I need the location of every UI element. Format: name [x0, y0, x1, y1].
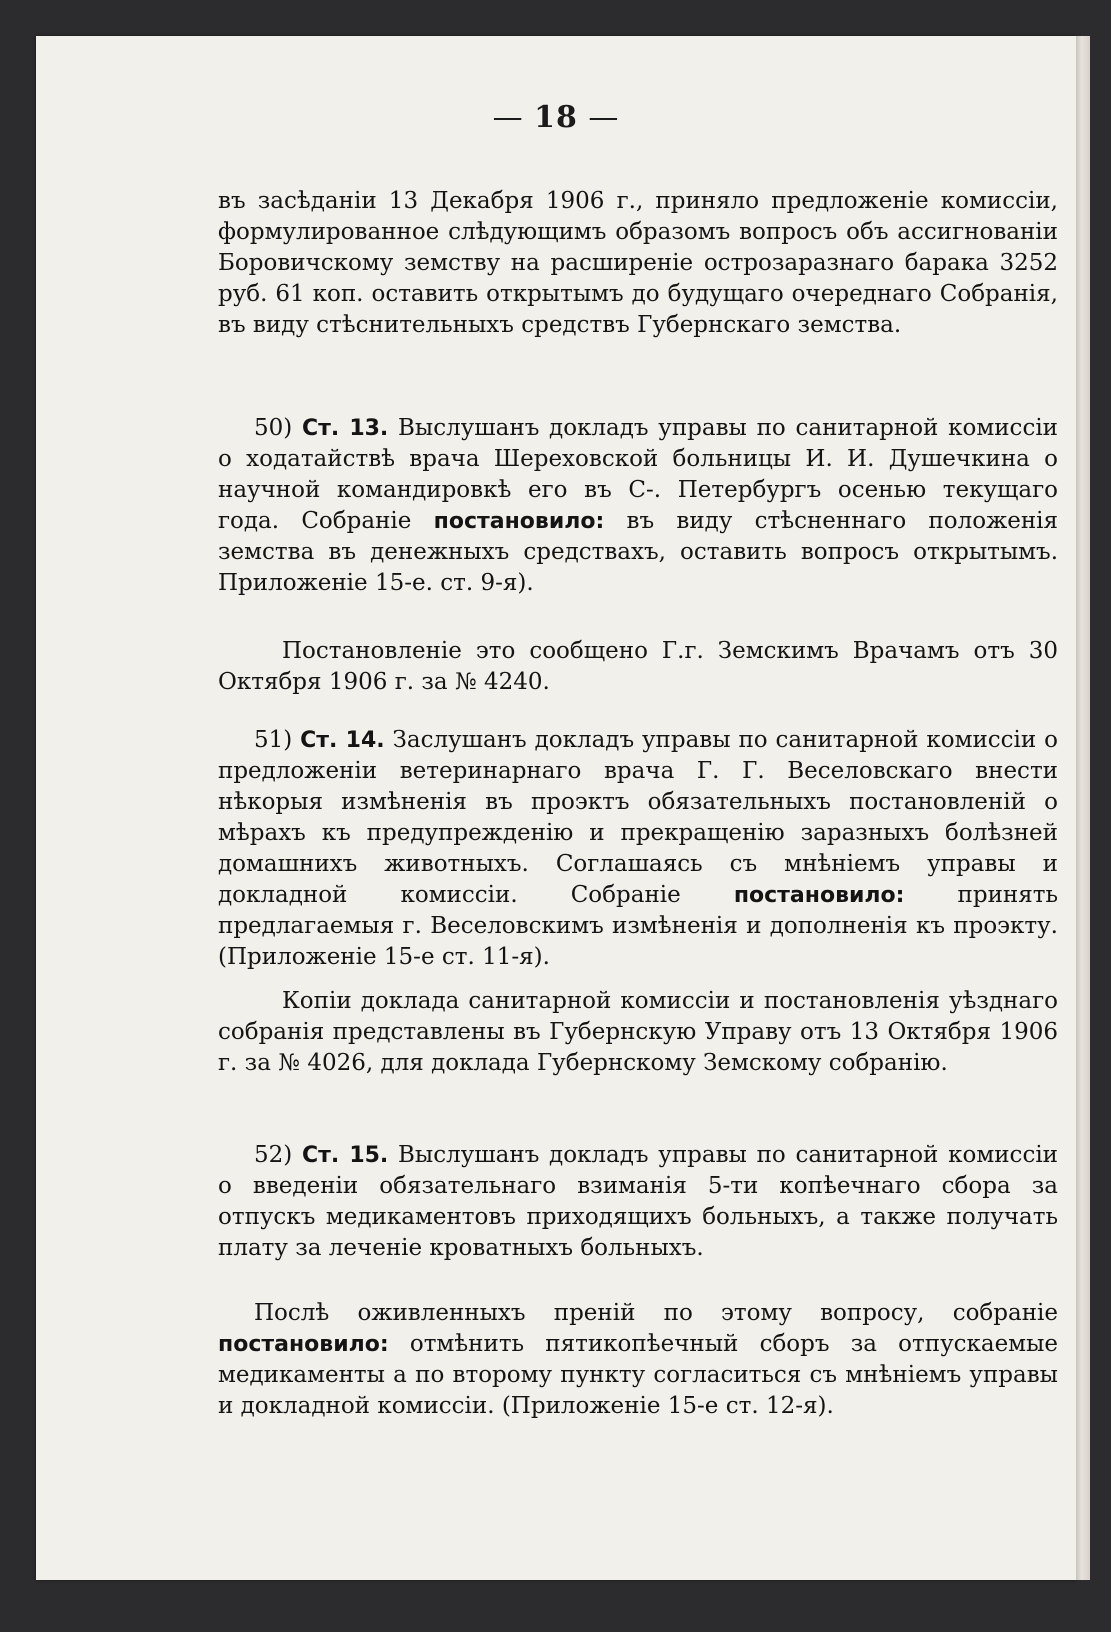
- article-number: Ст. 14.: [300, 728, 385, 753]
- paragraph-item-50: 50) Ст. 13. Выслушанъ докладъ управы по санитарной комиссіи о ходатайствѣ врача Шереховской больницы И. И. Душечкина о научной командировкѣ его въ С-. Петербургъ осенью текущаго года. Собраніе постановило: въ виду стѣсненнаго положенія земства въ денежныхъ средствахъ, оставить вопросъ открытымъ. Приложеніе 15-е. ст. 9-я).: [218, 415, 1059, 596]
- article-number: Ст. 15.: [301, 1143, 389, 1168]
- resolution-keyword: постановило:: [218, 1332, 389, 1357]
- paragraph-notice-2: Копіи доклада санитарной комиссіи и постановленія уѣзднаго собранія представлены въ Губернскую Управу отъ 13 Октября 1906 г. за № 4026, для доклада Губернскому Земскому собранію.: [218, 988, 1058, 1076]
- resolution-keyword: постановило:: [433, 509, 605, 534]
- resolution-keyword: постановило:: [733, 883, 905, 908]
- paragraph-item-52: 52) Ст. 15. Выслушанъ докладъ управы по санитарной комиссіи о введеніи обязательнаго взиманія 5-ти копѣечнаго сбора за отпускъ медикаментовъ приходящихъ больныхъ, а также получать плату за леченіе кроватныхъ больныхъ.: [218, 1142, 1059, 1261]
- paragraph-continuation: въ засѣданіи 13 Декабря 1906 г., приняло предложеніе комиссіи, формулированное слѣдующимъ образомъ вопросъ объ ассигнованіи Боровичскому земству на расширеніе острозаразнаго барака 3252 руб. 61 коп. оставить открытымъ до будущаго очереднаго Собранія, въ виду стѣснительныхъ средствъ Губернскаго земства.: [218, 188, 1058, 338]
- article-number: Ст. 13.: [301, 416, 389, 441]
- paragraph-notice-1: Постановленіе это сообщено Г.г. Земскимъ Врачамъ отъ 30 Октября 1906 г. за № 4240.: [218, 638, 1058, 695]
- paragraph-item-51: 51) Ст. 14. Заслушанъ докладъ управы по санитарной комиссіи о предложеніи ветеринарнаго врача Г. Г. Веселовскаго внести нѣкорыя измѣненія въ проэктъ обязательныхъ постановленій о мѣрахъ къ предупрежденію и прекращенію заразныхъ болѣзней домашнихъ животныхъ. Соглашаясь съ мнѣніемъ управы и докладной комиссіи. Собраніе постановило: принять предлагаемыя г. Веселовскимъ измѣненія и дополненія къ проэкту. (Приложеніе 15-е ст. 11-я).: [218, 727, 1059, 970]
- page-edge: [1076, 36, 1090, 1580]
- page-number: — 18 —: [492, 100, 620, 135]
- paragraph-resolution: Послѣ оживленныхъ преній по этому вопросу, собраніе постановило: отмѣнить пятикопѣечный сборъ за отпускаемые медикаменты а по второму пункту согласиться съ мнѣніемъ управы и докладной комиссіи. (Приложеніе 15-е ст. 12-я).: [218, 1300, 1058, 1419]
- document-page: [36, 36, 1076, 1580]
